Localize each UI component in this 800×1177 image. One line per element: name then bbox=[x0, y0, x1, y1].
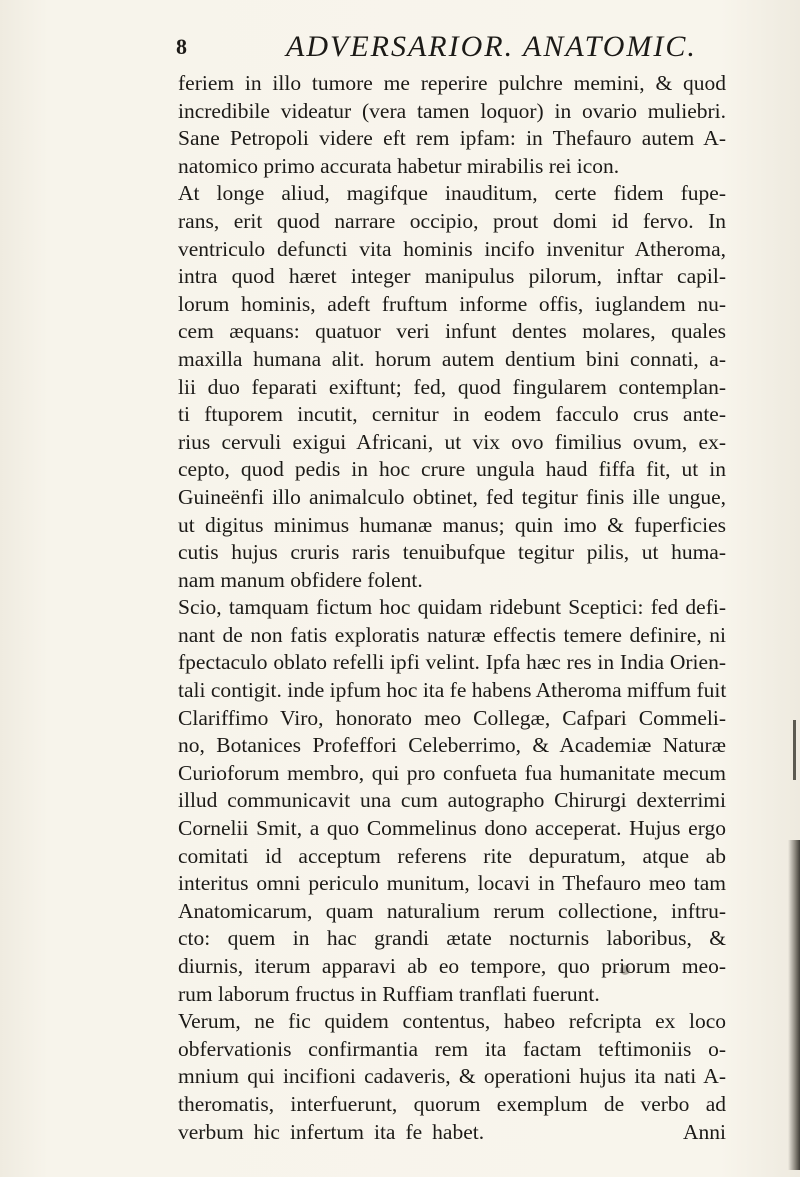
text-line: obfervationis confirmantia rem ita factam teftimoniis o- bbox=[178, 1036, 726, 1061]
text-line: Anatomicarum, quam naturalium rerum collectione, inftru- bbox=[178, 898, 726, 923]
text-line: Verum, ne fic quidem contentus, habeo refcripta ex loco bbox=[178, 1009, 726, 1034]
ink-speck bbox=[620, 965, 630, 975]
text-line: Sane Petropoli videre eft rem ipfam: in Thefauro autem A- bbox=[178, 126, 726, 151]
text-line: natomico primo accurata habetur mirabilis rei icon. bbox=[178, 153, 620, 178]
text-line: rum laborum fructus in Ruffiam tranflati fuerunt. bbox=[178, 981, 600, 1006]
text-line: Clariffimo Viro, honorato meo Collegæ, Cafpari Commeli- bbox=[178, 705, 726, 730]
text-line: Guineënfi illo animalculo obtinet, fed tegitur finis ille ungue, bbox=[178, 484, 726, 509]
text-line: interitus omni periculo munitum, locavi in Thefauro meo tam bbox=[178, 871, 726, 896]
text-line: lii duo feparati exiftunt; fed, quod fingularem contemplan- bbox=[178, 374, 726, 399]
text-line: ti ftuporem incutit, cernitur in eodem facculo crus ante- bbox=[178, 402, 726, 427]
text-line: cutis hujus cruris raris tenuibufque tegitur pilis, ut huma- bbox=[178, 540, 726, 565]
text-line: ventriculo defuncti vita hominis incifo invenitur Atheroma, bbox=[178, 236, 726, 261]
text-line: illud communicavit una cum autographo Chirurgi dexterrimi bbox=[178, 788, 726, 813]
text-line: rans, erit quod narrare occipio, prout domi id fervo. In bbox=[178, 208, 726, 233]
page-number: 8 bbox=[176, 34, 187, 59]
running-head: ADVERSARIOR. ANATOMIC. bbox=[286, 30, 697, 63]
text-line: comitati id acceptum referens rite depuratum, atque ab bbox=[178, 843, 726, 868]
page-edge-shadow bbox=[788, 840, 800, 1170]
text-line: Curioforum membro, qui pro confueta fua humanitate mecum bbox=[178, 760, 726, 785]
text-line: cto: quem in hac grandi ætate nocturnis laboribus, & bbox=[178, 926, 726, 951]
text-line: lorum hominis, adeft fruftum informe offis, iuglandem nu- bbox=[178, 291, 726, 316]
text-line: cem æquans: quatuor veri infunt dentes molares, quales bbox=[178, 319, 726, 344]
text-line: maxilla humana alit. horum autem dentium bini connati, a- bbox=[178, 346, 726, 371]
text-line: incredibile videatur (vera tamen loquor) in ovario muliebri. bbox=[178, 98, 726, 123]
page-header bbox=[176, 30, 706, 63]
edge-mark bbox=[793, 720, 796, 780]
text-line: At longe aliud, magifque inauditum, certe fidem fupe- bbox=[178, 181, 726, 206]
text-line: nant de non fatis exploratis naturæ effectis temere definire, ni bbox=[178, 622, 726, 647]
text-line: fpectaculo oblato refelli ipfi velint. Ipfa hæc res in India Orien- bbox=[178, 650, 726, 675]
text-line: no, Botanices Profeffori Celeberrimo, & Academiæ Naturæ bbox=[178, 733, 726, 758]
text-line: intra quod hæret integer manipulus pilorum, inftar capil- bbox=[178, 264, 726, 289]
text-line: cepto, quod pedis in hoc crure ungula haud fiffa fit, ut in bbox=[178, 457, 726, 482]
text-line: feriem in illo tumore me reperire pulchre memini, & quod bbox=[178, 71, 726, 95]
text-line: diurnis, iterum apparavi ab eo tempore, quo priorum meo- bbox=[178, 954, 726, 978]
text-line: rius cervuli exigui Africani, ut vix ovo fimilius ovum, ex- bbox=[178, 429, 726, 454]
body-text bbox=[178, 70, 726, 1146]
text-line: nam manum obfidere folent. bbox=[178, 567, 423, 592]
text-line: ut digitus minimus humanæ manus; quin imo & fuperficies bbox=[178, 512, 726, 537]
text-line: verbum hic infertum ita fe habet. Anni bbox=[178, 1119, 726, 1144]
text-line: Cornelii Smit, a quo Commelinus dono acceperat. Hujus ergo bbox=[178, 816, 726, 841]
text-line: tali contigit. inde ipfum hoc ita fe habens Atheroma miffum fuit bbox=[178, 678, 727, 703]
text-line: theromatis, interfuerunt, quorum exemplum de verbo ad bbox=[178, 1091, 726, 1116]
text-line: mnium qui incifioni cadaveris, & operationi hujus ita nati A- bbox=[178, 1064, 726, 1089]
text-line: Scio, tamquam fictum hoc quidam ridebunt Sceptici: fed defi- bbox=[178, 595, 726, 620]
